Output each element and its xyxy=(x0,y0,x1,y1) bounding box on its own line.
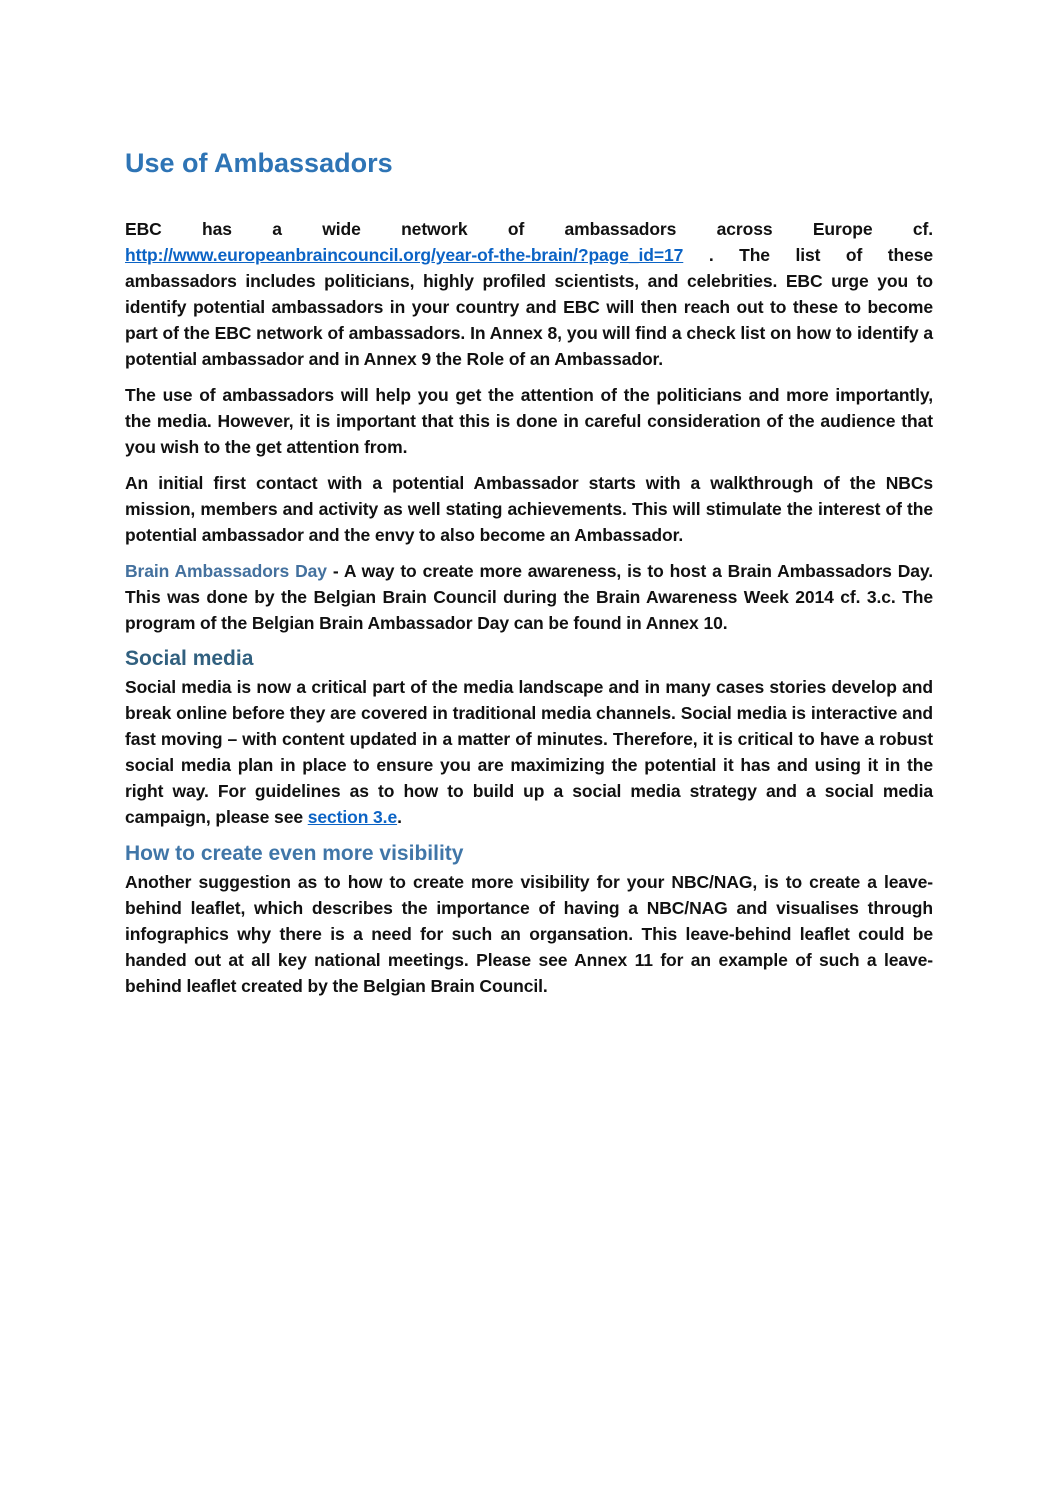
paragraph-brain-ambassadors-day-rest: - A way to create more awareness, is to host a Brain Ambassadors Day. This was done by the Belgian Brain Council during the Brain Awareness Week 2014 cf. 3.c. The program of the Belgian Brain Ambassador Day can be found in Annex 10. xyxy=(125,561,933,633)
paragraph-visibility: Another suggestion as to how to create more visibility for your NBC/NAG, is to create a leave-behind leaflet, which describes the importance of having a NBC/NAG and visualises through infographics why there is a need for such an organsation. This leave-behind leaflet could be handed out at all key national meetings. Please see Annex 11 for an example of such a leave-behind leaflet created by the Belgian Brain Council. xyxy=(125,872,933,996)
paragraph-social-media xyxy=(125,674,933,830)
visibility-heading: How to create even more visibility xyxy=(125,842,464,865)
section-3e-link[interactable]: section 3.e xyxy=(307,807,398,827)
paragraph-ambassador-network xyxy=(125,216,933,372)
paragraph-initial-contact: An initial first contact with a potential Ambassador starts with a walkthrough of the NBCs mission, members and activity as well stating achievements. This will stimulate the interest of the potential ambassador and the envy to also become an Ambassador. xyxy=(125,473,933,545)
social-media-heading: Social media xyxy=(125,647,254,670)
brain-ambassadors-day-label: Brain Ambassadors Day xyxy=(125,561,327,581)
document-content xyxy=(125,146,933,1009)
paragraph-social-media-rest: . xyxy=(397,807,402,827)
paragraph-brain-ambassadors-day xyxy=(125,558,933,636)
paragraph-use-of-ambassadors: The use of ambassadors will help you get the attention of the politicians and more importantly, the media. However, it is important that this is done in careful consideration of the audience that you wish to the get attention from. xyxy=(125,385,933,457)
ebc-year-of-the-brain-link[interactable]: http://www.europeanbraincouncil.org/year-of-the-brain/?page_id=17 xyxy=(125,245,684,265)
page-title: Use of Ambassadors xyxy=(125,148,393,178)
paragraph-ambassador-network-rest: . The list of these ambassadors includes politicians, highly profiled scientists, and celebrities. EBC urge you to identify potential ambassadors in your country and EBC will then reach out to these to become part of the EBC network of ambassadors. In Annex 8, you will find a check list on how to identify a potential ambassador and in Annex 9 the Role of an Ambassador. xyxy=(125,245,933,369)
paragraph-social-media-lead: Social media is now a critical part of the media landscape and in many cases stories develop and break online before they are covered in traditional media channels. Social media is interactive and fast moving – with content updated in a matter of minutes. Therefore, it is critical to have a robust social media plan in place to ensure you are maximizing the potential it has and using it in the right way. For guidelines as to how to build up a social media strategy and a social media campaign, please see xyxy=(125,677,933,827)
paragraph-ambassador-network-lead: EBC has a wide network of ambassadors across Europe cf. xyxy=(125,219,933,239)
